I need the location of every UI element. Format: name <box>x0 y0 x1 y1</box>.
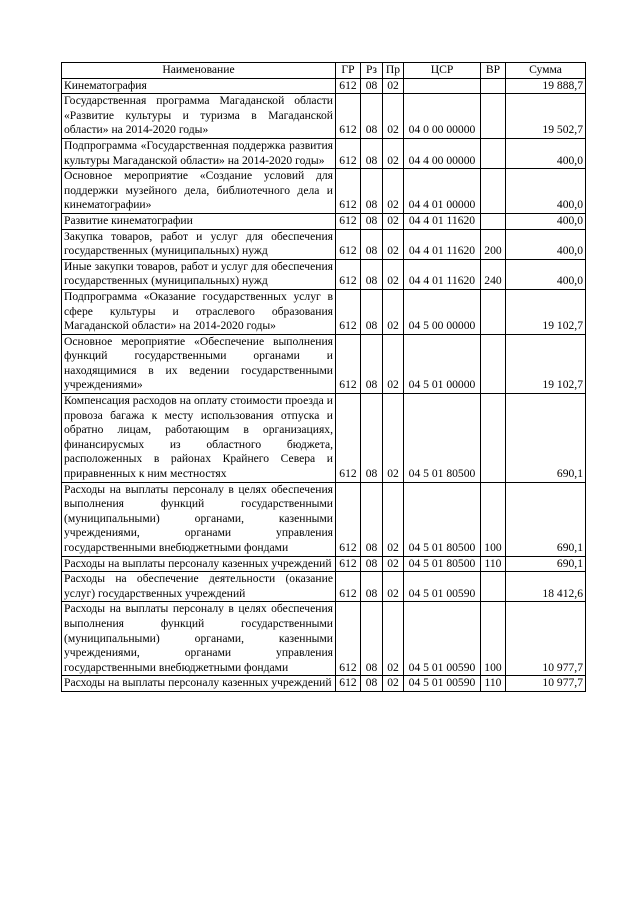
row-rz: 08 <box>361 78 383 94</box>
row-rz: 08 <box>361 676 383 692</box>
header-rz: Рз <box>361 63 383 79</box>
row-vr <box>481 78 506 94</box>
table-row <box>62 676 586 692</box>
row-vr <box>481 334 506 393</box>
row-sum: 19 102,7 <box>506 334 586 393</box>
header-pr: Пр <box>383 63 404 79</box>
row-vr <box>481 213 506 229</box>
row-name: Расходы на выплаты персоналу казенных учреждений <box>62 676 336 692</box>
row-rz: 08 <box>361 394 383 483</box>
row-csr: 04 5 01 80500 <box>404 394 481 483</box>
row-rz: 08 <box>361 229 383 259</box>
row-rz: 08 <box>361 213 383 229</box>
row-name: Основное мероприятие «Обеспечение выполнения функций государственными органами и находящимися в их ведении государственными учреждениями» <box>62 334 336 393</box>
row-pr: 02 <box>383 229 404 259</box>
row-csr: 04 0 00 00000 <box>404 94 481 139</box>
row-csr: 04 5 01 00590 <box>404 676 481 692</box>
row-csr <box>404 78 481 94</box>
row-sum: 690,1 <box>506 394 586 483</box>
table-row <box>62 572 586 602</box>
row-csr: 04 5 01 00590 <box>404 602 481 676</box>
row-gr: 612 <box>336 602 361 676</box>
row-pr: 02 <box>383 138 404 168</box>
row-vr <box>481 572 506 602</box>
row-gr: 612 <box>336 229 361 259</box>
row-vr: 100 <box>481 602 506 676</box>
table-row <box>62 229 586 259</box>
row-name: Подпрограмма «Оказание государственных услуг в сфере культуры и отраслевого образования Магаданской области» на 2014-2020 годы» <box>62 289 336 334</box>
row-name: Кинематография <box>62 78 336 94</box>
row-name: Компенсация расходов на оплату стоимости проезда и провоза багажа к месту использования отпуска и обратно лицам, работающим в организациях, финансирусмых из областного бюджета, расположенных в районах Крайнего Севера и приравненных к ним местностях <box>62 394 336 483</box>
row-gr: 612 <box>336 78 361 94</box>
row-gr: 612 <box>336 572 361 602</box>
row-pr: 02 <box>383 602 404 676</box>
row-rz: 08 <box>361 289 383 334</box>
row-sum: 19 502,7 <box>506 94 586 139</box>
row-pr: 02 <box>383 556 404 572</box>
row-sum: 18 412,6 <box>506 572 586 602</box>
row-rz: 08 <box>361 556 383 572</box>
row-name: Иные закупки товаров, работ и услуг для обеспечения государственных (муниципальных) нужд <box>62 259 336 289</box>
row-gr: 612 <box>336 94 361 139</box>
row-csr: 04 4 01 11620 <box>404 259 481 289</box>
header-name: Наименование <box>62 63 336 79</box>
table-row <box>62 394 586 483</box>
row-gr: 612 <box>336 334 361 393</box>
row-rz: 08 <box>361 602 383 676</box>
row-vr <box>481 138 506 168</box>
row-rz: 08 <box>361 169 383 214</box>
row-pr: 02 <box>383 259 404 289</box>
row-csr: 04 5 01 00590 <box>404 572 481 602</box>
header-vr: ВР <box>481 63 506 79</box>
row-name: Основное мероприятие «Создание условий для поддержки музейного дела, библиотечного дела и кинематографии» <box>62 169 336 214</box>
row-vr: 110 <box>481 676 506 692</box>
table-row <box>62 289 586 334</box>
row-csr: 04 4 01 11620 <box>404 213 481 229</box>
row-gr: 612 <box>336 169 361 214</box>
row-gr: 612 <box>336 289 361 334</box>
row-csr: 04 4 01 00000 <box>404 169 481 214</box>
row-gr: 612 <box>336 394 361 483</box>
row-pr: 02 <box>383 169 404 214</box>
row-rz: 08 <box>361 572 383 602</box>
row-gr: 612 <box>336 213 361 229</box>
row-sum: 10 977,7 <box>506 676 586 692</box>
row-sum: 19 102,7 <box>506 289 586 334</box>
row-sum: 400,0 <box>506 229 586 259</box>
row-csr: 04 4 00 00000 <box>404 138 481 168</box>
row-vr: 110 <box>481 556 506 572</box>
table-row <box>62 259 586 289</box>
row-rz: 08 <box>361 94 383 139</box>
row-name: Развитие кинематографии <box>62 213 336 229</box>
row-gr: 612 <box>336 138 361 168</box>
row-pr: 02 <box>383 78 404 94</box>
row-sum: 400,0 <box>506 138 586 168</box>
row-vr: 240 <box>481 259 506 289</box>
row-sum: 400,0 <box>506 169 586 214</box>
table-row <box>62 482 586 556</box>
row-csr: 04 5 01 00000 <box>404 334 481 393</box>
row-pr: 02 <box>383 676 404 692</box>
row-vr <box>481 169 506 214</box>
row-gr: 612 <box>336 482 361 556</box>
row-rz: 08 <box>361 259 383 289</box>
row-gr: 612 <box>336 676 361 692</box>
table-row <box>62 602 586 676</box>
row-name: Подпрограмма «Государственная поддержка развития культуры Магаданской области» на 2014-2020 годы» <box>62 138 336 168</box>
row-sum: 400,0 <box>506 213 586 229</box>
row-gr: 612 <box>336 259 361 289</box>
header-csr: ЦСР <box>404 63 481 79</box>
table-row <box>62 169 586 214</box>
row-pr: 02 <box>383 482 404 556</box>
row-sum: 690,1 <box>506 482 586 556</box>
row-sum: 10 977,7 <box>506 602 586 676</box>
row-sum: 400,0 <box>506 259 586 289</box>
row-pr: 02 <box>383 394 404 483</box>
budget-table <box>61 62 586 692</box>
header-sum: Сумма <box>506 63 586 79</box>
row-csr: 04 4 01 11620 <box>404 229 481 259</box>
row-name: Закупка товаров, работ и услуг для обеспечения государственных (муниципальных) нужд <box>62 229 336 259</box>
table-row <box>62 334 586 393</box>
row-vr: 100 <box>481 482 506 556</box>
row-csr: 04 5 00 00000 <box>404 289 481 334</box>
row-rz: 08 <box>361 334 383 393</box>
row-csr: 04 5 01 80500 <box>404 482 481 556</box>
row-sum: 19 888,7 <box>506 78 586 94</box>
row-vr <box>481 94 506 139</box>
row-name: Расходы на выплаты персоналу в целях обеспечения выполнения функций государственными (муниципальными) органами, казенными учреждениями, органами управления государственными внебюджетными фондами <box>62 602 336 676</box>
header-gr: ГР <box>336 63 361 79</box>
header-row <box>62 63 586 79</box>
row-pr: 02 <box>383 289 404 334</box>
row-csr: 04 5 01 80500 <box>404 556 481 572</box>
row-rz: 08 <box>361 482 383 556</box>
row-rz: 08 <box>361 138 383 168</box>
row-name: Государственная программа Магаданской области «Развитие культуры и туризма в Магаданской области» на 2014-2020 годы» <box>62 94 336 139</box>
table-row <box>62 213 586 229</box>
row-vr <box>481 394 506 483</box>
table-row <box>62 138 586 168</box>
row-sum: 690,1 <box>506 556 586 572</box>
row-name: Расходы на обеспечение деятельности (оказание услуг) государственных учреждений <box>62 572 336 602</box>
table-row <box>62 556 586 572</box>
table-body <box>62 78 586 691</box>
row-pr: 02 <box>383 572 404 602</box>
table-row <box>62 78 586 94</box>
row-name: Расходы на выплаты персоналу в целях обеспечения выполнения функций государственными (муниципальными) органами, казенными учреждениями, органами управления государственными внебюджетными фондами <box>62 482 336 556</box>
row-gr: 612 <box>336 556 361 572</box>
row-pr: 02 <box>383 94 404 139</box>
row-pr: 02 <box>383 334 404 393</box>
row-vr: 200 <box>481 229 506 259</box>
row-name: Расходы на выплаты персоналу казенных учреждений <box>62 556 336 572</box>
table-row <box>62 94 586 139</box>
row-vr <box>481 289 506 334</box>
row-pr: 02 <box>383 213 404 229</box>
